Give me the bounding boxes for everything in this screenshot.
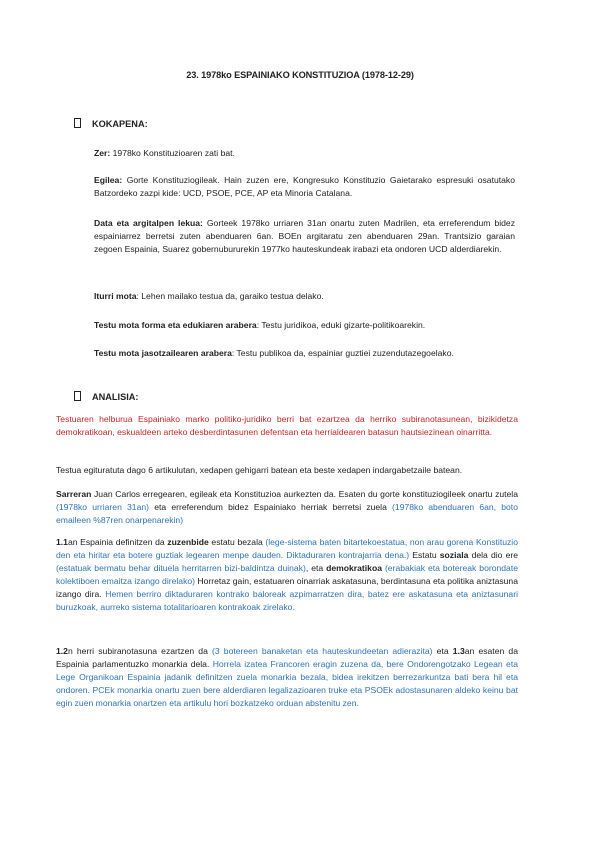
intro-paragraph: Testuaren helburua Espainiako marko politiko-juridiko berri bat ezartzea da herriko subiranotasunean, bizikidetza demokratikoan, eskualdeen arteko desberdintasunen defentsan eta herrialdearen batasun hautsiezinean oinarritta. bbox=[56, 414, 518, 437]
jasotzaile-paragraph: Testu mota jasotzailearen arabera: Testu publikoa da, espainiar guztiei zuzendutazegoelako. bbox=[94, 348, 454, 358]
iturri-paragraph: Iturri mota: Lehen mailako testua da, garaiko testua delako. bbox=[94, 291, 324, 301]
egilea-paragraph: Egilea: Gorte Konstituziogileak. Hain zuzen ere, Kongresuko Konstituzio Gaietarako espresuki osatutako Batzordeko zazpi kide: UCD, PSOE, PCE, AP eta Minoria Catalana. bbox=[94, 175, 515, 198]
checkbox-bullet-icon bbox=[74, 118, 81, 128]
forma-paragraph: Testu mota forma eta edukiaren arabera: Testu juridikoa, eduki gizarte-politikoarekin. bbox=[94, 320, 426, 330]
checkbox-bullet-icon bbox=[74, 391, 81, 401]
document-title: 23. 1978ko ESPAINIAKO KONSTITUZIOA (1978-12-29) bbox=[186, 70, 414, 80]
structure-paragraph: Testua egituratuta dago 6 artikulutan, xedapen gehigarri batean eta beste xedapen indargabetzaile batean. bbox=[56, 465, 463, 475]
article-1-1-paragraph: 1.1an Espainia definitzen da zuzenbide estatu bezala (lege-sistema baten bitartekoestatua, non arau gorena Konstituzio den eta hiritar eta botere guztiak legearen menpe dauden. Diktaduraren kontrajarria dena.) Estatu soziala dela dio ere (estatuak bermatu behar dituela herritarren bizi-baldintza duinak), eta demokratikoa (erabakiak eta botereak borondate kolektiboen emaitza izango direlako) Horretaz gain, estatuaren oinarriak askatasuna, berdintasuna eta politika aniztasuna izango dira. Hemen berriro diktaduraren kontrako baloreak azpimarratzen dira, batez ere askatasuna eta aniztasunari buruzkoak, aurreko sistema totalitarioaren kontrakoak zirelako. bbox=[56, 537, 518, 612]
data-paragraph: Data eta argitalpen lekua: Gorteek 1978ko urriaren 31an onartu zuten Madrilen, eta erreferendum bidez espainiarrez berretsi zuten abenduaren 6an. BOEn argitaratu zen abenduaren 29an. Trantsizio garaian zegoen Espainia, Suarez gobernubururekin 1977ko hauteskundeak irabazi eta ondoren UCD alderdiarekin. bbox=[94, 218, 515, 254]
section-heading-kokapena: KOKAPENA: bbox=[74, 118, 148, 129]
zer-paragraph: Zer: 1978ko Konstituzioaren zati bat. bbox=[94, 148, 235, 158]
sarrera-paragraph: Sarreran Juan Carlos erregearen, egileak eta Konstituzioa aurkezten da. Esaten du gorte konstituziogileek onartu zutela (1978ko urriaren 31an) eta erreferendum bidez Espainiako herriak berretsi zuela (1978ko abenduaren 6an, boto emaileen %87ren onarpenarekin) bbox=[56, 489, 518, 525]
article-1-2-paragraph: 1.2n herri subiranotasuna ezartzen da (3 botereen banaketan eta hauteskundeetan adierazita) eta 1.3an esaten da Espainia parlamentuzko monarkia dela. Horrela izatea Francoren eragin zuzena da, bere Ondorengotzako Legean eta Lege Organikoan Espainia jadanik definitzen zuela monarkia bezala, bidea irekitzen berrezarkuntza bati bera hil eta ondoren. PCEk monarkia onartu zuen bere alderdiaren legalizazioaren truke eta PSOEk adostasunaren aldeko keinu bat egin zuen monarkia onartzen eta artikulu hori bozkatzeko orduan abstenitu zen. bbox=[56, 646, 518, 708]
section-heading-analisia: ANALISIA: bbox=[74, 391, 138, 402]
